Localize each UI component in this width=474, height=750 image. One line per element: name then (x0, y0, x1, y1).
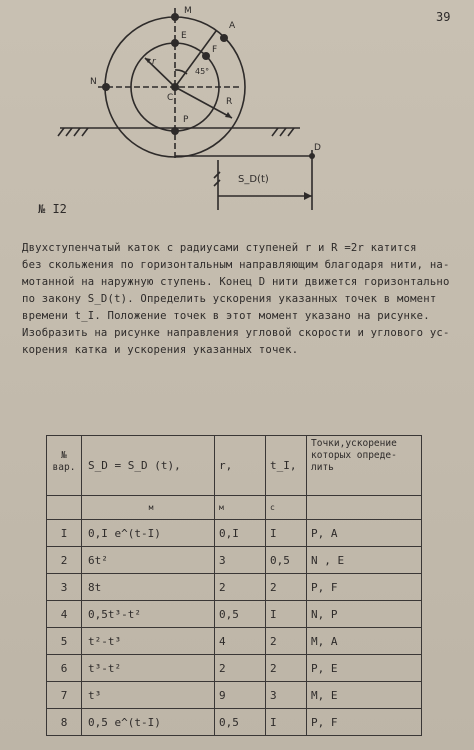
table-row: 2 6t² 3 0,5 N , E (47, 547, 422, 574)
table-row: I 0,I e^(t-I) 0,I I P, A (47, 520, 422, 547)
text-line: мотанной на наружную ступень. Конец D нити движется горизонтально (22, 276, 450, 288)
page-number: 39 (436, 10, 451, 24)
label-R: R (226, 97, 233, 107)
roller-figure (0, 0, 474, 230)
table-row: 7 t³ 9 3 M, E (47, 682, 422, 709)
label-M: M (184, 6, 192, 16)
variants-table (46, 435, 422, 736)
label-D: D (314, 143, 321, 153)
table-row: 6 t³-t² 2 2 P, E (47, 655, 422, 682)
text-line: без скольжения по горизонтальным направляющим благодаря нити, на- (22, 259, 450, 271)
text-line: по закону S_D(t). Определить ускорения указанных точек в момент (22, 293, 437, 305)
label-P: P (183, 115, 189, 125)
text-line: Двухступенчатый каток с радиусами ступеней r и R =2r катится (22, 242, 417, 254)
label-N: N (90, 77, 97, 87)
text-line: Изобразить на рисунке направления угловой скорости и углового ус- (22, 327, 450, 339)
table-row: 3 8t 2 2 P, F (47, 574, 422, 601)
point-D (309, 153, 315, 159)
unit-time: с (266, 496, 307, 520)
unit-law: м (82, 496, 215, 520)
point-N (102, 83, 110, 91)
header-law: S_D = S_D (t), (82, 436, 215, 496)
table-row: 4 0,5t³-t² 0,5 I N, P (47, 601, 422, 628)
table-row: 5 t²-t³ 4 2 M, A (47, 628, 422, 655)
label-sd: S_D(t) (238, 174, 269, 185)
label-angle: 45° (195, 67, 210, 76)
point-P (171, 127, 179, 135)
header-points: Точки,ускорение которых опреде- лить (307, 436, 422, 496)
header-var: № вар. (47, 436, 82, 496)
point-F (202, 52, 210, 60)
problem-number: № I2 (38, 202, 67, 216)
label-F: F (212, 45, 218, 55)
text-line: корения катка и ускорения указанных точек. (22, 344, 299, 356)
table-row: 8 0,5 e^(t-I) 0,5 I P, F (47, 709, 422, 736)
point-M (171, 13, 179, 21)
point-E (171, 39, 179, 47)
problem-text (22, 240, 462, 359)
label-C: C (167, 93, 174, 103)
label-A: A (229, 21, 236, 31)
point-A (220, 34, 228, 42)
unit-radius: м (215, 496, 266, 520)
header-time: t_I, (266, 436, 307, 496)
table-units-row (47, 496, 422, 520)
point-C (171, 83, 179, 91)
table-header-row (47, 436, 422, 496)
header-radius: r, (215, 436, 266, 496)
label-E: E (181, 31, 187, 41)
text-line: времени t_I. Положение точек в этот момент указано на рисунке. (22, 310, 430, 322)
label-r: r (152, 57, 156, 67)
